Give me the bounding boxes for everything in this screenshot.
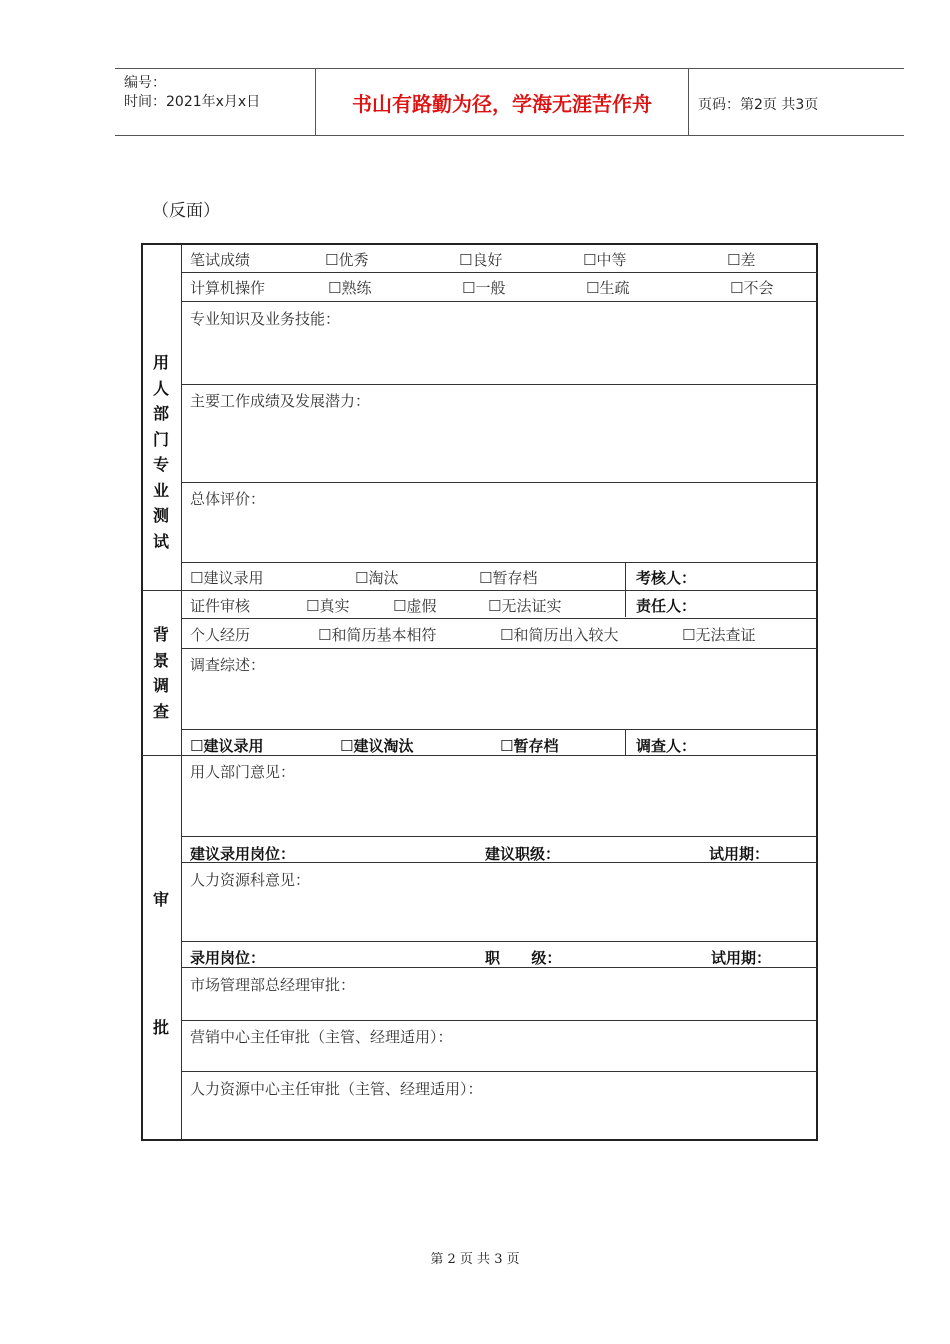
motto-title: 书山有路勤为径，学海无涯苦作舟 [352,92,652,116]
number-label: 编号： [124,75,166,91]
header-divider-right [688,69,689,135]
responsible-label: 责任人： [636,597,697,615]
section-line [142,590,817,591]
page-footer: 第 2 页 共 3 页 [430,1252,520,1267]
row-line [181,482,817,483]
row-line [181,272,817,273]
section-label-background [141,622,181,724]
experience-label: 个人经历 [190,626,251,644]
row-line [181,648,817,649]
time-label: 时间：2021年x月x日 [124,94,261,110]
hire-position-label: 录用岗位： [190,949,266,967]
section-label-approval-b: 批 [152,1018,169,1037]
achievement-field-label: 主要工作成绩及发展潜力： [190,392,371,410]
overall-field-label: 总体评价： [190,490,266,508]
assessment-form [141,243,818,1141]
cert-check-label: 证件审核 [190,597,251,615]
row-line [181,729,817,730]
suggest-position-label: 建议录用岗位： [190,845,296,863]
dept-opinion-label: 用人部门意见： [190,763,296,781]
suggest-level-label: 建议职级： [485,845,561,863]
written-option-poor[interactable]: ☐差 [727,251,756,269]
written-option-medium[interactable]: ☐中等 [583,251,627,269]
assessor-column-divider-2 [625,729,626,755]
sales-approval-label: 营销中心主任审批（主管、经理适用）： [190,1028,453,1046]
test-option-hire[interactable]: ☐建议录用 [190,569,264,587]
reverse-side-label: （反面） [152,201,220,221]
computer-option-average[interactable]: ☐一般 [462,279,506,297]
computer-skill-label: 计算机操作 [190,279,266,297]
experience-option-differ[interactable]: ☐和简历出入较大 [500,626,619,644]
test-option-archive[interactable]: ☐暂存档 [479,569,538,587]
section-line [142,755,817,756]
row-line [181,941,817,942]
section-label-approval-a: 审 [152,890,169,909]
hire-level-label: 职 级： [485,949,562,967]
section-column-divider [181,244,182,1140]
header-top-rule [115,68,904,69]
section-label-text: 用人部门专业测试 [152,353,169,551]
row-line [181,301,817,302]
row-line [181,562,817,563]
experience-option-match[interactable]: ☐和简历基本相符 [318,626,437,644]
survey-field-label: 调查综述： [190,656,266,674]
header-bottom-rule [115,135,904,136]
row-line [181,836,817,837]
section-label-text: 背景调查 [152,625,169,721]
cert-option-true[interactable]: ☐真实 [306,597,350,615]
section-label-dept-test [141,350,181,554]
written-score-label: 笔试成绩 [190,251,251,269]
hire-probation-label: 试用期： [711,949,772,967]
computer-option-proficient[interactable]: ☐熟练 [328,279,372,297]
test-option-eliminate[interactable]: ☐淘汰 [355,569,399,587]
hr-opinion-label: 人力资源科意见： [190,871,311,889]
experience-option-unverifiable[interactable]: ☐无法查证 [682,626,756,644]
written-option-good[interactable]: ☐良好 [459,251,503,269]
knowledge-field-label: 专业知识及业务技能： [190,310,341,328]
row-line [181,967,817,968]
row-line [181,1071,817,1072]
cert-option-false[interactable]: ☐虚假 [393,597,437,615]
page-info: 页码：第2页 共3页 [698,97,819,113]
written-option-excellent[interactable]: ☐优秀 [325,251,369,269]
cert-option-unverifiable[interactable]: ☐无法证实 [488,597,562,615]
suggest-probation-label: 试用期： [709,845,770,863]
hr-center-approval-label: 人力资源中心主任审批（主管、经理适用）： [190,1080,483,1098]
market-approval-label: 市场管理部总经理审批： [190,976,356,994]
bg-option-hire[interactable]: ☐建议录用 [190,737,264,755]
computer-option-rusty[interactable]: ☐生疏 [586,279,630,297]
row-line [181,384,817,385]
assessor-label: 考核人： [636,569,697,587]
bg-option-eliminate[interactable]: ☐建议淘汰 [340,737,414,755]
row-line [181,1020,817,1021]
bg-option-archive[interactable]: ☐暂存档 [500,737,559,755]
computer-option-none[interactable]: ☐不会 [730,279,774,297]
investigator-label: 调查人： [636,737,697,755]
row-line [181,618,817,619]
